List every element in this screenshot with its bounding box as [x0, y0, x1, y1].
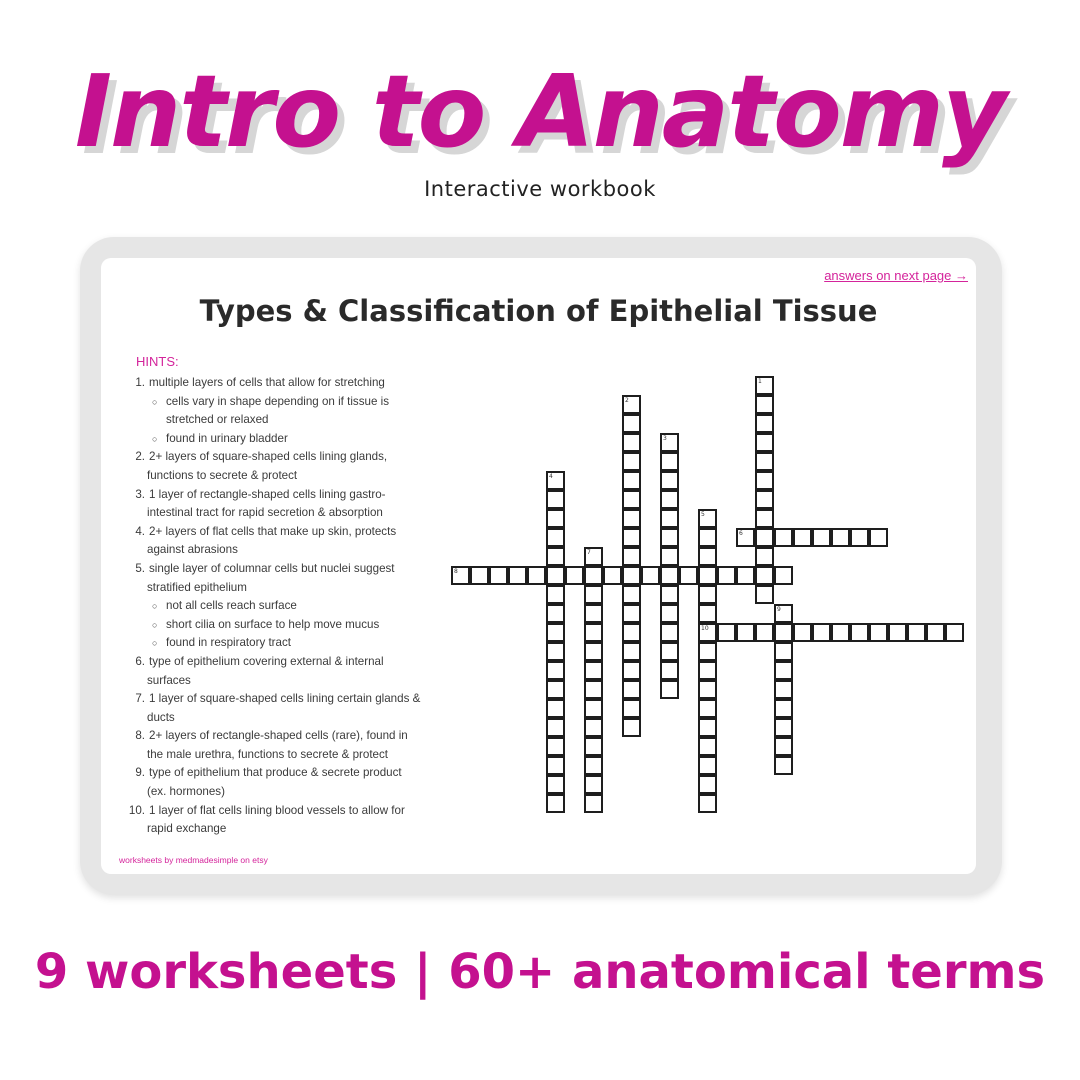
hint-text: 2+ layers of square-shaped cells lining glands, — [149, 450, 388, 464]
crossword-cell[interactable] — [869, 528, 888, 547]
crossword-cell[interactable] — [698, 585, 717, 604]
worksheet-page — [101, 258, 976, 874]
crossword-cell[interactable] — [603, 566, 622, 585]
hint-number: 10. — [128, 803, 145, 817]
bullet-icon: ○ — [152, 638, 158, 649]
crossword-cell[interactable] — [660, 528, 679, 547]
crossword-cell[interactable] — [660, 471, 679, 490]
bullet-icon: ○ — [152, 619, 158, 630]
crossword-cell[interactable] — [546, 604, 565, 623]
crossword-cell[interactable] — [546, 775, 565, 794]
crossword-cell[interactable] — [508, 566, 527, 585]
crossword-cell[interactable] — [774, 623, 793, 642]
hint-text: multiple layers of cells that allow for stretching — [149, 376, 385, 389]
crossword-cell[interactable] — [736, 528, 755, 547]
crossword-cell[interactable] — [584, 585, 603, 604]
crossword-cell[interactable] — [584, 661, 603, 680]
crossword-cell[interactable] — [565, 566, 584, 585]
crossword-cell[interactable] — [527, 566, 546, 585]
crossword-cell[interactable] — [755, 585, 774, 604]
clue-number: 4 — [549, 473, 553, 480]
crossword-cell[interactable] — [584, 699, 603, 718]
hint-number: 9. — [135, 766, 145, 780]
clue-number: 5 — [701, 511, 705, 518]
clue-number: 2 — [625, 397, 629, 404]
crossword-cell[interactable] — [812, 528, 831, 547]
crossword-cell[interactable] — [546, 699, 565, 718]
hint-item — [127, 764, 467, 783]
clue-number: 1 — [758, 378, 762, 385]
crossword-cell[interactable] — [755, 623, 774, 642]
crossword-cell[interactable] — [451, 566, 470, 585]
bullet-icon: ○ — [152, 433, 158, 444]
crossword-cell[interactable] — [546, 718, 565, 737]
crossword-cell[interactable] — [698, 547, 717, 566]
crossword-cell[interactable] — [660, 642, 679, 661]
crossword-cell[interactable] — [622, 718, 641, 737]
crossword-cell[interactable] — [698, 604, 717, 623]
crossword-cell[interactable] — [622, 528, 641, 547]
hint-text: intestinal tract for rapid secretion & absorption — [147, 506, 383, 520]
crossword-cell[interactable] — [584, 566, 603, 585]
hints-heading: HINTS: — [136, 354, 179, 369]
crossword-cell[interactable] — [584, 794, 603, 813]
hint-text: ducts — [147, 710, 175, 724]
crossword-cell[interactable] — [755, 547, 774, 566]
crossword-cell[interactable] — [698, 566, 717, 585]
crossword-cell[interactable] — [660, 490, 679, 509]
bullet-icon: ○ — [152, 601, 158, 612]
hint-number: 3. — [135, 487, 145, 501]
crossword-cell[interactable] — [546, 737, 565, 756]
crossword-cell[interactable] — [888, 623, 907, 642]
crossword-cell[interactable] — [546, 585, 565, 604]
crossword-cell[interactable] — [546, 509, 565, 528]
crossword-cell[interactable] — [584, 718, 603, 737]
hint-subpoint-text: found in urinary bladder — [166, 431, 288, 445]
hint-text: type of epithelium that produce & secrete product — [149, 766, 402, 780]
crossword-cell[interactable] — [755, 452, 774, 471]
hint-text: functions to secrete & protect — [147, 468, 298, 482]
crossword-cell[interactable] — [622, 642, 641, 661]
crossword-cell[interactable] — [546, 756, 565, 775]
crossword-cell[interactable] — [546, 490, 565, 509]
crossword-cell[interactable] — [755, 528, 774, 547]
crossword-cell[interactable] — [774, 566, 793, 585]
crossword-cell[interactable] — [850, 528, 869, 547]
crossword-cell[interactable] — [812, 623, 831, 642]
crossword-cell[interactable] — [584, 547, 603, 566]
hint-number: 2. — [135, 450, 145, 464]
crossword-cell[interactable] — [660, 452, 679, 471]
hero-title: Intro to Anatomy — [74, 53, 1006, 170]
hint-number: 5. — [135, 561, 145, 575]
clue-number: 3 — [663, 435, 667, 442]
hint-continuation — [127, 746, 467, 765]
footer-credit: worksheets by medmadesimple on etsy — [119, 855, 268, 865]
hint-subpoint-text: found in respiratory tract — [166, 636, 292, 650]
crossword-cell[interactable] — [831, 528, 850, 547]
crossword-cell[interactable] — [546, 661, 565, 680]
crossword-cell[interactable] — [660, 433, 679, 452]
hint-text: 1 layer of rectangle-shaped cells lining gastro- — [149, 487, 386, 501]
crossword-cell[interactable] — [584, 604, 603, 623]
crossword-cell[interactable] — [698, 528, 717, 547]
crossword-cell[interactable] — [622, 490, 641, 509]
crossword-cell[interactable] — [755, 395, 774, 414]
hint-text: type of epithelium covering external & internal — [149, 654, 384, 668]
hint-text: the male urethra, functions to secrete & protect — [147, 747, 389, 761]
crossword-cell[interactable] — [698, 775, 717, 794]
hint-continuation — [127, 579, 467, 598]
crossword-cell[interactable] — [698, 699, 717, 718]
hint-continuation — [127, 709, 467, 728]
crossword-cell[interactable] — [622, 604, 641, 623]
crossword-cell[interactable] — [622, 566, 641, 585]
crossword-cell[interactable] — [698, 661, 717, 680]
crossword-cell[interactable] — [641, 566, 660, 585]
crossword-cell[interactable] — [717, 623, 736, 642]
crossword-cell[interactable] — [622, 509, 641, 528]
hint-subpoint — [127, 597, 467, 616]
crossword-cell[interactable] — [584, 623, 603, 642]
crossword-cell[interactable] — [622, 395, 641, 414]
crossword-cell[interactable] — [546, 566, 565, 585]
crossword-cell[interactable] — [622, 414, 641, 433]
hint-item — [127, 523, 467, 542]
crossword-cell[interactable] — [622, 433, 641, 452]
clue-number: 6 — [739, 530, 743, 537]
crossword-cell[interactable] — [869, 623, 888, 642]
crossword-cell[interactable] — [584, 680, 603, 699]
crossword-cell[interactable] — [489, 566, 508, 585]
hint-number: 8. — [135, 729, 145, 743]
crossword-cell[interactable] — [546, 471, 565, 490]
crossword-cell[interactable] — [660, 680, 679, 699]
hint-subpoint-continuation — [127, 411, 467, 430]
crossword-cell[interactable] — [660, 509, 679, 528]
crossword-cell[interactable] — [755, 509, 774, 528]
crossword-cell[interactable] — [546, 642, 565, 661]
hint-subpoint — [127, 634, 467, 653]
hint-subpoint-text: not all cells reach surface — [166, 599, 297, 613]
crossword-cell[interactable] — [660, 623, 679, 642]
crossword-cell[interactable] — [622, 623, 641, 642]
hint-subpoint-text: cells vary in shape depending on if tissue is — [166, 394, 389, 408]
hint-item — [127, 448, 467, 467]
crossword-cell[interactable] — [755, 490, 774, 509]
clue-number: 9 — [777, 606, 781, 613]
hint-text: against abrasions — [147, 543, 238, 557]
crossword-cell[interactable] — [755, 433, 774, 452]
hint-text: single layer of columnar cells but nuclei suggest — [149, 561, 395, 575]
crossword-cell[interactable] — [755, 566, 774, 585]
hint-item — [127, 653, 467, 672]
crossword-cell[interactable] — [850, 623, 869, 642]
crossword-cell[interactable] — [774, 680, 793, 699]
crossword-cell[interactable] — [774, 756, 793, 775]
crossword-cell[interactable] — [584, 775, 603, 794]
hint-continuation — [127, 783, 467, 802]
crossword-cell[interactable] — [622, 471, 641, 490]
hints-list — [127, 374, 467, 839]
crossword-cell[interactable] — [774, 737, 793, 756]
hint-text: 2+ layers of rectangle-shaped cells (rare), found in — [149, 729, 408, 743]
crossword-cell[interactable] — [755, 414, 774, 433]
bullet-icon: ○ — [152, 396, 158, 407]
crossword-cell[interactable] — [622, 547, 641, 566]
crossword-cell[interactable] — [755, 471, 774, 490]
crossword-cell[interactable] — [660, 585, 679, 604]
hint-continuation — [127, 820, 467, 839]
hint-item — [127, 486, 467, 505]
hint-text: rapid exchange — [147, 822, 227, 836]
bottom-tagline: 9 worksheets | 60+ anatomical terms — [34, 944, 1046, 1000]
hint-item — [127, 690, 467, 709]
crossword-cell[interactable] — [736, 623, 755, 642]
crossword-cell[interactable] — [774, 604, 793, 623]
hint-item — [127, 374, 467, 393]
clue-number: 8 — [454, 568, 458, 575]
crossword-cell[interactable] — [793, 623, 812, 642]
hint-number: 7. — [135, 692, 145, 706]
crossword-cell[interactable] — [546, 623, 565, 642]
crossword-cell[interactable] — [546, 794, 565, 813]
hint-continuation — [127, 504, 467, 523]
hint-continuation — [127, 672, 467, 691]
crossword-cell[interactable] — [698, 642, 717, 661]
crossword-cell[interactable] — [698, 756, 717, 775]
crossword-cell[interactable] — [546, 680, 565, 699]
hint-subpoint-text: short cilia on surface to help move mucus — [166, 617, 380, 631]
crossword-cell[interactable] — [774, 699, 793, 718]
hint-number: 1. — [135, 376, 145, 389]
crossword-cell[interactable] — [622, 699, 641, 718]
crossword-cell[interactable] — [546, 547, 565, 566]
crossword-cell[interactable] — [622, 452, 641, 471]
crossword-cell[interactable] — [774, 661, 793, 680]
answers-next-page-link[interactable]: answers on next page → — [824, 268, 968, 283]
worksheet-title: Types & Classification of Epithelial Tissue — [199, 294, 878, 328]
crossword-cell[interactable] — [793, 528, 812, 547]
crossword-cell[interactable] — [698, 794, 717, 813]
crossword-cell[interactable] — [907, 623, 926, 642]
crossword-cell[interactable] — [736, 566, 755, 585]
hint-subpoint — [127, 430, 467, 449]
crossword-cell[interactable] — [679, 566, 698, 585]
crossword-cell[interactable] — [584, 756, 603, 775]
hint-text: surfaces — [147, 673, 191, 687]
crossword-cell[interactable] — [622, 661, 641, 680]
hint-text: 2+ layers of flat cells that make up skin, protects — [149, 524, 397, 538]
hint-item — [127, 802, 467, 821]
crossword-cell[interactable] — [755, 376, 774, 395]
hint-item — [127, 560, 467, 579]
crossword-cell[interactable] — [831, 623, 850, 642]
crossword-cell[interactable] — [698, 737, 717, 756]
crossword-cell[interactable] — [717, 566, 736, 585]
hint-text: stratified epithelium — [147, 580, 247, 594]
hint-continuation — [127, 467, 467, 486]
hint-number: 6. — [135, 654, 145, 668]
crossword-cell[interactable] — [945, 623, 964, 642]
crossword-cell[interactable] — [774, 642, 793, 661]
clue-number: 7 — [587, 549, 591, 556]
crossword-cell[interactable] — [622, 680, 641, 699]
crossword-cell[interactable] — [698, 509, 717, 528]
crossword-cell[interactable] — [926, 623, 945, 642]
crossword-cell[interactable] — [470, 566, 489, 585]
crossword-cell[interactable] — [774, 528, 793, 547]
hint-number: 4. — [135, 524, 145, 538]
crossword-cell[interactable] — [660, 566, 679, 585]
hint-text: 1 layer of flat cells lining blood vessels to allow for — [149, 803, 405, 817]
crossword-cell[interactable] — [698, 718, 717, 737]
hint-subpoint — [127, 393, 467, 412]
hint-text: (ex. hormones) — [147, 785, 225, 799]
crossword-cell[interactable] — [698, 623, 717, 642]
crossword-cell[interactable] — [660, 547, 679, 566]
crossword-cell[interactable] — [584, 642, 603, 661]
crossword-cell[interactable] — [660, 661, 679, 680]
crossword-cell[interactable] — [774, 718, 793, 737]
crossword-cell[interactable] — [546, 528, 565, 547]
crossword-cell[interactable] — [660, 604, 679, 623]
crossword-cell[interactable] — [622, 585, 641, 604]
hint-item — [127, 727, 467, 746]
hint-text: 1 layer of square-shaped cells lining certain glands & — [149, 692, 421, 706]
crossword-cell[interactable] — [698, 680, 717, 699]
hint-subpoint-text: stretched or relaxed — [166, 413, 269, 427]
clue-number: 10 — [701, 625, 709, 632]
hint-continuation — [127, 541, 467, 560]
hero-subtitle: Interactive workbook — [424, 177, 656, 201]
crossword-cell[interactable] — [584, 737, 603, 756]
hint-subpoint — [127, 616, 467, 635]
